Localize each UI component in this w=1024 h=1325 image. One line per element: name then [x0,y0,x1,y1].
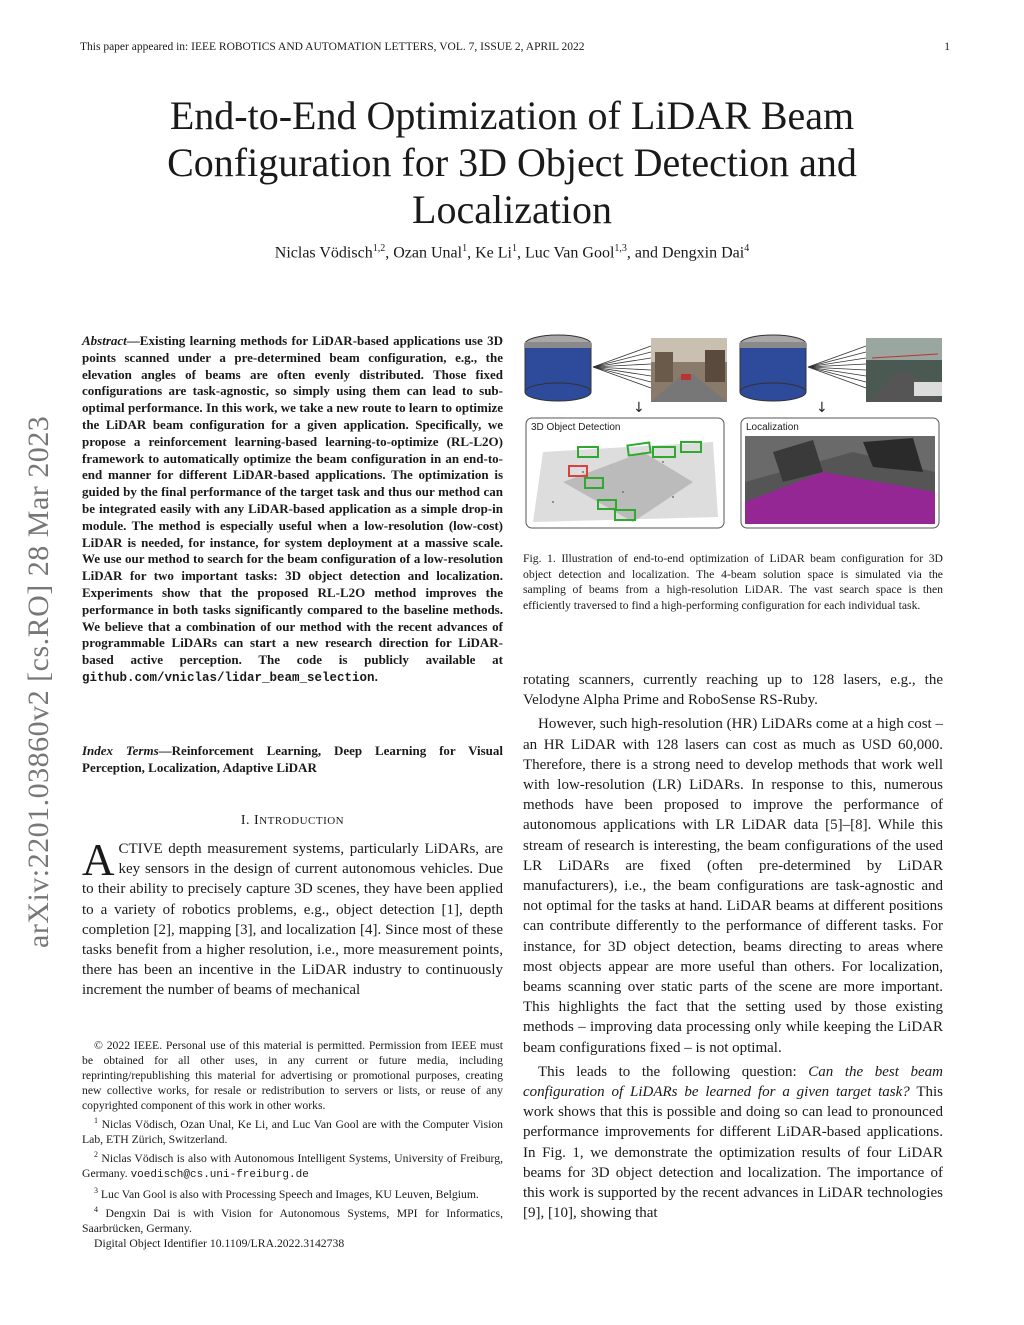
figure-illustration [523,332,943,532]
street-photo-right [866,338,942,402]
section-title-rest: NTRODUCTION [259,815,345,827]
street-photo-left [651,338,727,402]
footnote-4 [82,1202,503,1236]
code-link[interactable]: github.com/vniclas/lidar_beam_selection [82,670,375,685]
section-numeral: I. [240,813,251,828]
index-terms: Index Terms—Reinforcement Learning, Deep Learning for Visual Perception, Localization, Adaptive LiDAR [82,743,503,775]
beam-lines-icon [808,346,866,388]
abstract-text: Existing learning methods for LiDAR-based applications use 3D points scanned under a pre-determined beam configuration, e.g., the elevation angles of beams are often evenly distributed. Those fixed configurations are task-agnostic, so simply using them can lead to sub-optimal performance. In this work, we take a new route to learn to optimize the LiDAR beam configuration for a given application. Specifically, we propose a reinforcement learning-based learning-to-optimize (RL-L2O) framework to automatically optimize the beam configuration in an end-to-end manner for different LiDAR-based applications. The optimization is guided by the final performance of the target task and thus our method can be integrated easily with any LiDAR-based application as a simple drop-in module. The method is especially useful when a low-resolution (low-cost) LiDAR is needed, for instance, for system deployment at a massive scale. We use our method to search for the beam configuration of a low-resolution LiDAR for two important tasks: 3D object detection and localization. Experiments show that the proposed RL-L2O method improves the performance in both tasks significantly compared to the baseline methods. We believe that a combination of our method with the recent advances of programmable LiDARs can start a new research direction for LiDAR-based active perception. The code is publicly available at [82,333,503,668]
down-arrow-icon: ↓ [633,400,645,416]
doi-line: Digital Object Identifier 10.1109/LRA.2022.3142738 [94,1236,345,1250]
beam-lines-icon [593,346,651,388]
paragraph-text: This leads to the following question: [538,1063,809,1080]
down-arrow-icon: ↓ [816,400,828,416]
author-affiliation: 4 [744,243,750,254]
author-affiliation: 1,2 [372,243,386,254]
footnotes [82,1038,503,1251]
research-question: Can the best beam configuration of LiDARs be learned for a given target task? [523,1063,943,1101]
running-header [80,41,950,53]
footnote-text: Dengxin Dai is with Vision for Autonomous Systems, MPI for Informatics, Saarbrücken, Germany. [82,1206,504,1235]
section-title-first: I [254,813,260,828]
paragraph: rotating scanners, currently reaching up to 128 lasers, e.g., the Velodyne Alpha Prime and RoboSense RS-Ruby. [523,672,943,709]
abstract: Abstract—Existing learning methods for LiDAR-based applications use 3D points scanned under a pre-determined beam configuration, e.g., the elevation angles of beams are often evenly distributed. Those fixed configurations are task-agnostic, so simply using them can lead to sub-optimal performance. In this work, we take a new route to learn to optimize the LiDAR beam configuration for a given application. Specifically, we propose a reinforcement learning-based learning-to-optimize (RL-L2O) framework to automatically optimize the beam configuration in an end-to-end manner for different LiDAR-based applications. The optimization is guided by the final performance of the target task and thus our method can be integrated easily with any LiDAR-based application as a simple drop-in module. The method is especially useful when a low-resolution (low-cost) LiDAR is needed, for instance, for system deployment at a massive scale. We use our method to search for the beam configuration of a low-resolution LiDAR for two important tasks: 3D object detection and localization. Experiments show that the proposed RL-L2O method improves the performance in both tasks significantly compared to the baseline methods. We believe that a combination of our method with the recent advances of programmable LiDARs can start a new research direction for LiDAR-based active perception. The code is publicly available at github.com/vniclas/lidar_beam_selection. [82,333,503,685]
author: Luc Van Gool [524,244,615,262]
footnote-mark: 3 [94,1185,98,1195]
footnote-mark: 2 [94,1149,98,1159]
localization-panel-label: Localization [746,422,799,433]
venue-line: This paper appeared in: IEEE ROBOTICS AND AUTOMATION LETTERS, VOL. 7, ISSUE 2, APRIL 2022 [80,41,585,53]
footnote-text: Luc Van Gool is also with Processing Speech and Images, KU Leuven, Belgium. [100,1187,479,1201]
intro-paragraph [82,835,503,1001]
copyright-notice: © 2022 IEEE. Personal use of this material is permitted. Permission from IEEE must be obtained for all other uses, in any current or future media, including reprinting/republishing this material for advertising or promotional purposes, creating new collective works, for resale or redistribution to servers or lists, or reuse of any copyrighted component of this work in other works. [82,1039,503,1112]
author: Niclas Vödisch [274,244,373,262]
abstract-end: . [374,668,378,684]
detection-panel [526,418,724,528]
author: Dengxin Dai [662,244,745,262]
index-terms-label: Index Terms [82,743,159,758]
section-heading [82,813,503,829]
footnote-text: Niclas Vödisch, Ozan Unal, Ke Li, and Luc Van Gool are with the Computer Vision Lab, ETH Zürich, Switzerland. [82,1117,504,1146]
author-list: Niclas Vödisch$^{1,2}$, Ozan Unal$^1$, Ke Li$^1$, Luc Van Gool$^{1,3}$, and Dengxin Dai$^4$ [274,243,750,262]
figure-1 [523,332,943,532]
email-link[interactable]: voedisch@cs.uni-freiburg.de [130,1168,309,1181]
arxiv-stamp: arXiv:2201.03860v2 [cs.RO] 28 Mar 2023 [22,415,55,948]
lidar-sensor-icon [740,335,806,401]
author-affiliation: 1 [511,243,517,254]
index-terms-text: Reinforcement Learning, Deep Learning for Visual Perception, Localization, Adaptive LiDAR [82,743,503,775]
footnote-3 [82,1183,503,1202]
author: Ozan Unal [393,244,463,262]
drop-cap: A [82,835,115,885]
right-column-body [523,670,943,1223]
paper-title: End-to-End Optimization of LiDAR Beam Configuration for 3D Object Detection and Localization [167,93,857,232]
footnote-2 [82,1147,503,1183]
figure-caption: Fig. 1. Illustration of end-to-end optimization of LiDAR beam configuration for 3D object detection and localization. The 4-beam solution space is simulated via the sampling of beams from a high-resolution LiDAR. The vast search space is then efficiently traversed to find a high-performing configuration for each individual task. [523,552,943,612]
footnote-mark: 1 [94,1116,98,1125]
intro-text: CTIVE depth measurement systems, particularly LiDARs, are key sensors in the design of current autonomous vehicles. Due to their ability to precisely capture 3D scenes, they have been applied to a variety of robotics problems, e.g., object detection [1], depth completion [2], mapping [3], and localization [4]. Since most of these tasks benefit from a higher resolution, i.e., more measurement points, there has been an incentive in the LiDAR industry to continuously increment the number of beams of mechanical [82,841,503,999]
author-affiliation: 1 [462,243,468,254]
footnote-text: Niclas Vödisch is also with Autonomous Intelligent Systems, University of Freiburg, Germany. [82,1151,503,1180]
page-number: 1 [944,41,950,53]
abstract-label: Abstract [82,333,127,348]
author: Ke Li [475,244,512,262]
paragraph: However, such high-resolution (HR) LiDARs come at a high cost – an HR LiDAR with 128 lasers can cost as much as USD 60,000. Therefore, there is a strong need to develop methods that work well with low-resolution (LR) LiDARs. In response to this, numerous methods have been proposed to improve the performance of autonomous applications with LR LiDAR data [5]–[8]. While this stream of research is interesting, the beam configurations of the used LR LiDARs are fixed (often pre-determined by LiDAR manufacturers), i.e., the beam configurations are task-agnostic and not optimal for the tasks at hand. LiDAR beams at different positions can contribute differently to the performance of different tasks. For instance, for 3D object detection, beams directing to areas where most objects appear are more useful than others. For localization, beams scanning over static parts of the scene are more important. This highlights the fact that the setting used by those existing methods – improving data processing only while keeping the LiDAR beam configurations fixed – is not optimal. [523,716,943,1056]
footnote-mark: 4 [94,1204,98,1214]
detection-panel-label: 3D Object Detection [531,422,621,433]
lidar-sensor-icon [525,335,591,401]
paragraph [523,1062,943,1224]
footnote-1 [82,1113,503,1147]
localization-panel [741,418,939,528]
author-affiliation: 1,3 [614,243,627,254]
paragraph-text: This work shows that this is possible and doing so can lead to pronounced performance improvements for different LiDAR-based applications. In Fig. 1, we demonstrate the optimization results of four LiDAR beams for 3D object detection and localization. The importance of this work is supported by the recent advances in LiDAR technologies [9], [10], showing that [523,1084,943,1222]
